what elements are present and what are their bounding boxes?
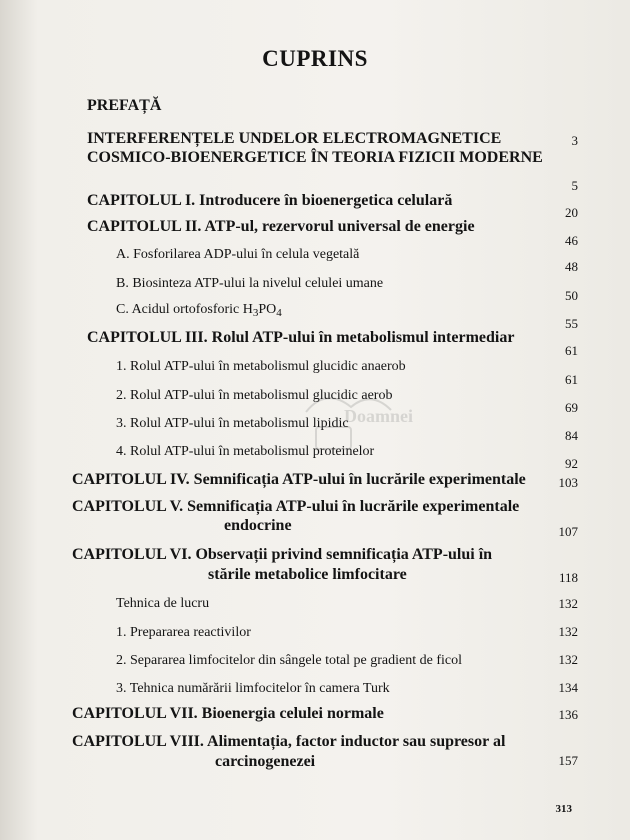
toc-page-number: 61: [565, 372, 578, 387]
toc-entry-continuation: carcinogenezei: [215, 753, 316, 770]
formula-subscript: 3: [252, 307, 259, 319]
toc-page-number: 136: [558, 707, 578, 722]
toc-page-number: 84: [565, 428, 578, 443]
toc-entry-text: CAPITOLUL III. Rolul ATP-ului în metabolismul intermediar: [87, 329, 515, 346]
toc-page-number: 3: [571, 133, 578, 148]
toc-page-number: 48: [565, 259, 578, 274]
toc-entry-text: 4. Rolul ATP-ului în metabolismul proteinelor: [116, 444, 375, 459]
toc-page-number: 134: [558, 680, 578, 695]
toc-entry-text: 3. Tehnica numărării limfocitelor în camera Turk: [116, 681, 390, 696]
toc-entry-text: CAPITOLUL VI. Observații privind semnificația ATP-ului în: [72, 546, 493, 563]
toc-entry-text: PREFAȚĂ: [87, 97, 162, 114]
toc-entry-continuation: COSMICO-BIOENERGETICE ÎN TEORIA FIZICII MODERNE: [87, 149, 543, 166]
toc-entry-text: CAPITOLUL VIII. Alimentația, factor inductor sau supresor al: [72, 733, 506, 750]
toc-page-number: 61: [565, 343, 578, 358]
formula-text: PO: [258, 302, 277, 317]
toc-entry-text: A. Fosforilarea ADP-ului în celula vegetală: [116, 247, 360, 262]
toc-page-number: 132: [558, 652, 578, 667]
toc-entry-text: [116, 301, 282, 322]
toc-page-number: 55: [565, 316, 578, 331]
toc-entry-text: CAPITOLUL V. Semnificația ATP-ului în lucrările experimentale: [72, 498, 520, 515]
toc-page-number: 118: [558, 570, 578, 585]
toc-entry-text: 2. Separarea limfocitelor din sângele total pe gradient de ficol: [116, 653, 462, 668]
toc-page-number: 132: [558, 624, 578, 639]
toc-entry-continuation: endocrine: [224, 517, 292, 534]
page-number: 313: [555, 803, 572, 815]
toc-entry-text: 1. Rolul ATP-ului în metabolismul glucidic anaerob: [116, 359, 406, 374]
toc-entry-text: CAPITOLUL VII. Bioenergia celulei normale: [72, 705, 384, 722]
toc-page-number: 132: [558, 596, 578, 611]
formula-text: C. Acidul ortofosforic H: [116, 302, 253, 317]
toc-page-number: 46: [565, 233, 578, 248]
toc-entry-text: 2. Rolul ATP-ului în metabolismul glucidic aerob: [116, 388, 393, 403]
toc-page-number: 157: [558, 753, 578, 768]
toc-page-number: 50: [565, 288, 578, 303]
formula-subscript: 4: [276, 307, 282, 319]
toc-entry-text: INTERFERENȚELE UNDELOR ELECTROMAGNETICE: [87, 130, 502, 147]
page-title: CUPRINS: [262, 46, 368, 71]
toc-entry-text: 1. Prepararea reactivilor: [116, 625, 251, 640]
toc-page-number: 5: [571, 178, 578, 193]
toc-entry-text: CAPITOLUL I. Introducere în bioenergetica celulară: [87, 192, 453, 209]
toc-page-number: 69: [565, 400, 578, 415]
watermark-text: Doamnei: [344, 406, 413, 426]
toc-entry-text: CAPITOLUL IV. Semnificația ATP-ului în lucrările experimentale: [72, 471, 526, 488]
toc-entry-continuation: stările metabolice limfocitare: [208, 566, 407, 583]
toc-page-number: 107: [558, 524, 578, 539]
toc-entry-text: Tehnica de lucru: [116, 596, 210, 611]
toc-entry-text: 3. Rolul ATP-ului în metabolismul lipidic: [116, 416, 349, 431]
toc-page-number: 103: [558, 475, 578, 490]
toc-entry-text: B. Biosinteza ATP-ului la nivelul celulei umane: [116, 276, 384, 291]
toc-entry-text: CAPITOLUL II. ATP-ul, rezervorul universal de energie: [87, 218, 475, 235]
toc-page-number: 92: [565, 456, 578, 471]
toc-page-number: 20: [565, 205, 578, 220]
